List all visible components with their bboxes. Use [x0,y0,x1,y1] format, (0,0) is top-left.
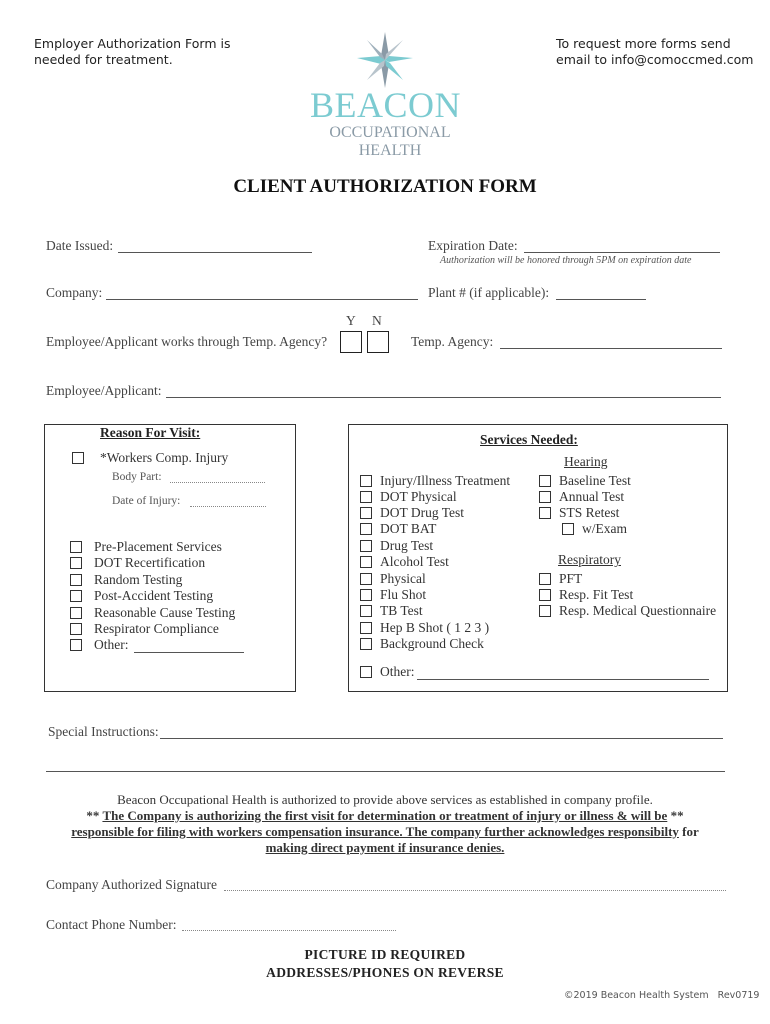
header-left-line2: needed for treatment. [34,52,173,67]
service-checkbox[interactable] [360,638,372,650]
auth-line2-text: The Company is authorizing the first visit for determination or treatment of injury or illness & will be [102,808,668,823]
reason-checkbox[interactable] [70,541,82,553]
auth-line2 [30,808,740,824]
service-item-label: Physical [380,571,426,586]
no-label: N [372,313,382,328]
workers-comp-option[interactable] [72,450,228,466]
service-item[interactable] [360,587,426,603]
service-item-label: Drug Test [380,538,434,553]
service-checkbox[interactable] [360,622,372,634]
auth-line3-suffix: for [678,824,699,839]
reason-checkbox[interactable] [70,590,82,602]
hearing-exam-checkbox[interactable] [562,523,574,535]
body-part-label: Body Part: [112,471,162,483]
signature-field[interactable] [224,890,726,891]
hearing-checkbox[interactable] [539,507,551,519]
authorization-statement [30,792,740,856]
reason-item[interactable] [70,555,205,571]
hearing-item[interactable] [539,489,624,505]
service-checkbox[interactable] [360,507,372,519]
respiratory-item[interactable] [539,571,582,587]
reason-checkbox[interactable] [70,574,82,586]
respiratory-checkbox[interactable] [539,605,551,617]
service-item[interactable] [360,603,423,619]
header-left-line1: Employer Authorization Form is [34,36,231,51]
header-right-line1: To request more forms send [556,36,731,51]
hearing-checkbox[interactable] [539,475,551,487]
respiratory-item[interactable] [539,603,716,619]
date-of-injury-field[interactable] [190,506,266,507]
service-item-label: Hep B Shot ( 1 2 3 ) [380,620,490,635]
expiration-note: Authorization will be honored through 5PM on expiration date [440,255,692,266]
hearing-item-label: STS Retest [559,505,620,520]
service-item[interactable] [360,554,449,570]
service-other-checkbox[interactable] [360,666,372,678]
hearing-sub-item[interactable] [562,521,627,537]
reason-checkbox[interactable] [70,557,82,569]
services-title: Services Needed: [480,432,578,447]
form-title: CLIENT AUTHORIZATION FORM [233,176,537,197]
service-item[interactable] [360,473,510,489]
company-label: Company: [46,285,103,300]
logo-sub1: OCCUPATIONAL [329,124,451,141]
auth-line1: Beacon Occupational Health is authorized to provide above services as established in company profile. [117,792,653,807]
hearing-item[interactable] [539,473,631,489]
header-right-line2: email to info@comoccmed.com [556,52,754,67]
reason-item[interactable] [70,605,235,621]
service-checkbox[interactable] [360,540,372,552]
date-issued-field[interactable] [118,252,312,253]
workers-comp-label: *Workers Comp. Injury [100,450,229,465]
respiratory-checkbox[interactable] [539,589,551,601]
temp-agency-field[interactable] [500,348,722,349]
service-checkbox[interactable] [360,475,372,487]
auth-line3-text: responsible for filing with workers compensation insurance. The company further acknowledges responsibilty [71,824,679,839]
service-item[interactable] [360,521,436,537]
service-item[interactable] [360,620,489,636]
star-icon [355,32,415,88]
respiratory-item[interactable] [539,587,633,603]
service-item-label: DOT Drug Test [380,505,465,520]
phone-field[interactable] [182,930,396,931]
service-item-label: DOT Physical [380,489,457,504]
service-checkbox[interactable] [360,589,372,601]
revision-text: Rev0719 [717,990,760,1001]
hearing-exam-label: w/Exam [582,521,627,536]
auth-line2-suffix: ** [667,808,684,823]
reason-title: Reason For Visit: [100,425,201,440]
reason-item[interactable] [70,621,219,637]
copyright-text: ©2019 Beacon Health System [564,990,709,1001]
signature-label: Company Authorized Signature [46,877,217,892]
service-item[interactable] [360,538,433,554]
reason-item[interactable] [70,588,213,604]
temp-no-checkbox[interactable] [367,331,389,353]
auth-line3 [30,824,740,840]
logo-sub2: HEALTH [358,142,422,159]
service-item-label: Background Check [380,636,484,651]
reason-item-label: Respirator Compliance [94,621,219,636]
temp-agency-label: Temp. Agency: [411,334,494,349]
footer-notice [0,946,770,982]
logo-brand: BEACON [310,85,462,125]
service-item-label: Injury/Illness Treatment [380,473,511,488]
employee-field[interactable] [166,397,721,398]
reason-item[interactable] [70,539,222,555]
service-checkbox[interactable] [360,491,372,503]
auth-line2-prefix: ** [86,808,103,823]
reason-checkbox[interactable] [70,607,82,619]
respiratory-item-label: Resp. Medical Questionnaire [559,603,717,618]
hearing-item-label: Annual Test [559,489,625,504]
temp-yes-checkbox[interactable] [340,331,362,353]
respiratory-item-label: Resp. Fit Test [559,587,634,602]
hearing-checkbox[interactable] [539,491,551,503]
respiratory-checkbox[interactable] [539,573,551,585]
special-instructions-field[interactable] [160,738,723,739]
date-issued-label: Date Issued: [46,238,114,253]
temp-agency-question: Employee/Applicant works through Temp. Agency? [46,334,328,349]
reason-item-label: Random Testing [94,572,183,587]
yes-label: Y [346,313,356,328]
reason-item[interactable] [70,637,129,653]
reason-item-label: Post-Accident Testing [94,588,214,603]
phone-label: Contact Phone Number: [46,917,177,932]
reason-item-label: Other: [94,637,129,652]
service-item-label: Alcohol Test [380,554,449,569]
service-item-label: DOT BAT [380,521,437,536]
service-other-label: Other: [380,664,415,679]
service-other[interactable] [360,664,415,680]
reason-other-field[interactable] [134,652,244,653]
date-of-injury-label: Date of Injury: [112,495,181,507]
special-instructions-field-2[interactable] [46,771,725,772]
body-part-field[interactable] [170,482,265,483]
hearing-title: Hearing [564,454,608,469]
company-field[interactable] [106,299,418,300]
reason-checkbox[interactable] [70,623,82,635]
respiratory-title: Respiratory [558,552,621,567]
expiration-date-label: Expiration Date: [428,238,518,253]
service-checkbox[interactable] [360,556,372,568]
auth-line4: making direct payment if insurance denies. [265,840,505,855]
plant-label: Plant # (if applicable): [428,285,550,300]
header-left-note [34,36,230,68]
beacon-logo [300,32,470,162]
employee-label: Employee/Applicant: [46,383,162,398]
respiratory-item-label: PFT [559,571,583,586]
service-item[interactable] [360,505,464,521]
service-checkbox[interactable] [360,605,372,617]
service-item[interactable] [360,636,484,652]
service-item-label: Flu Shot [380,587,427,602]
reason-item-label: DOT Recertification [94,555,206,570]
plant-field[interactable] [556,299,646,300]
service-item[interactable] [360,571,426,587]
workers-comp-checkbox[interactable] [72,452,84,464]
expiration-date-field[interactable] [524,252,720,253]
service-item-label: TB Test [380,603,423,618]
picture-id-required: PICTURE ID REQUIRED [304,947,466,962]
reason-item[interactable] [70,572,182,588]
service-item[interactable] [360,489,457,505]
service-checkbox[interactable] [360,523,372,535]
service-checkbox[interactable] [360,573,372,585]
hearing-item-label: Baseline Test [559,473,631,488]
header-right-note [556,36,753,68]
reason-item-label: Reasonable Cause Testing [94,605,236,620]
service-other-field[interactable] [417,679,709,680]
reason-item-label: Pre-Placement Services [94,539,222,554]
reason-checkbox[interactable] [70,639,82,651]
hearing-item[interactable] [539,505,619,521]
special-instructions-label: Special Instructions: [48,724,159,739]
addresses-on-reverse: ADDRESSES/PHONES ON REVERSE [266,965,504,980]
copyright [564,990,759,1001]
